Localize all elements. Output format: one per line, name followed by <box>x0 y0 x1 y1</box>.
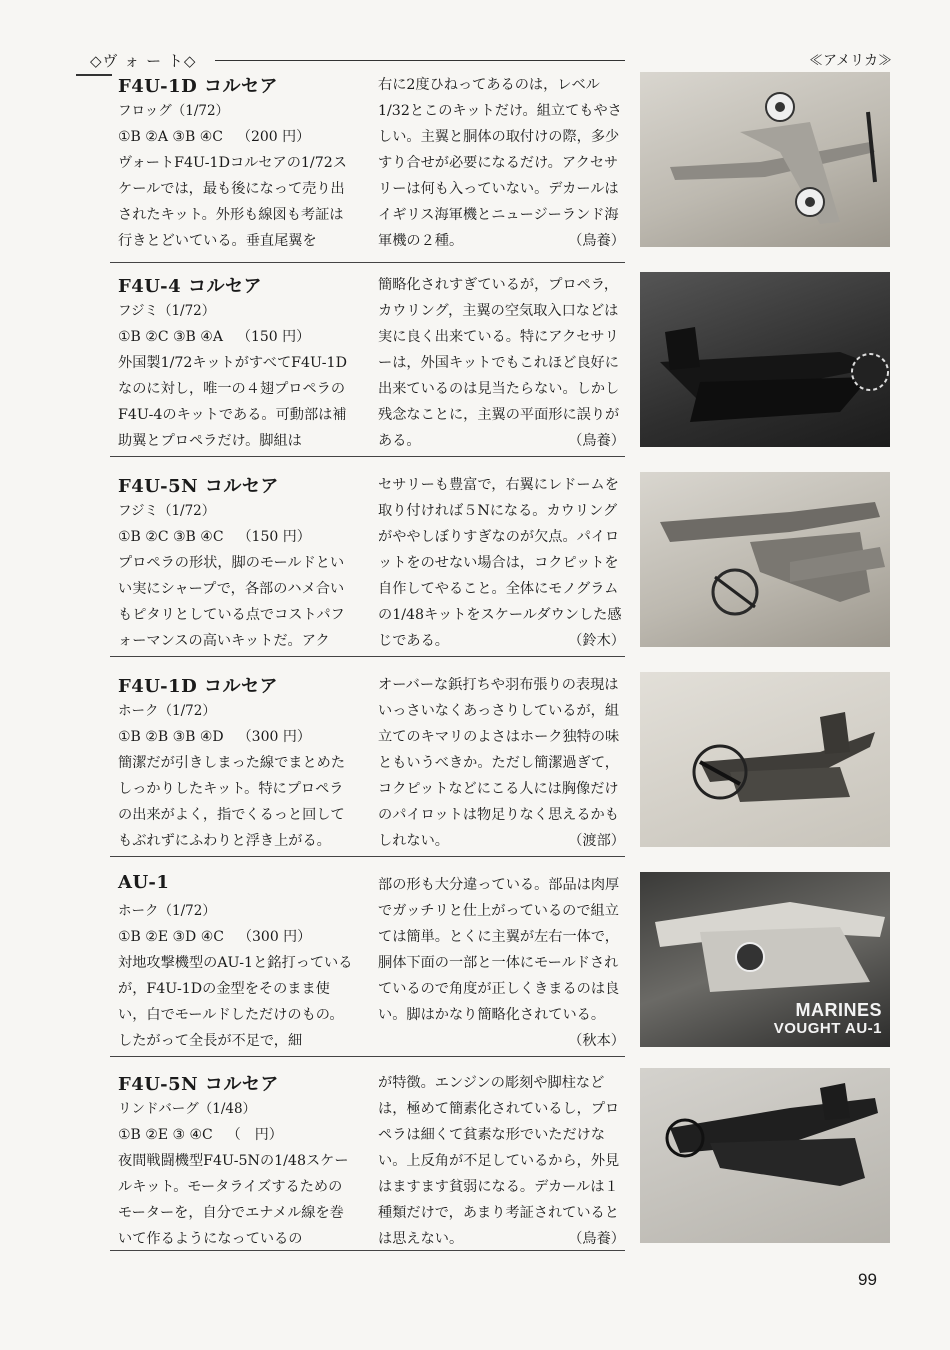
review-rating: ①B ②E ③ ④C （ 円） <box>118 1127 283 1143</box>
review-column-left <box>118 472 354 654</box>
header-dash <box>76 74 112 76</box>
review-column-right <box>378 72 625 254</box>
model-photo <box>640 472 890 647</box>
review-author: （鳥養） <box>568 1231 625 1247</box>
review-section <box>110 72 625 263</box>
review-section <box>110 672 625 857</box>
review-author: （鳥養） <box>568 233 625 249</box>
review-rating: ①B ②E ③D ④C （300 円） <box>118 929 312 945</box>
header-region: ≪アメリカ≫ <box>808 53 892 69</box>
review-maker: ホーク（1/72） <box>118 903 216 919</box>
page-number: 99 <box>858 1270 877 1289</box>
review-text: 対地攻撃機型のAU-1と銘打っているが，F4U-1Dの金型をそのまま使い，白でモールドしただけのもの。したがって全長が不足で，細 <box>118 955 353 1049</box>
review-maker: フロッグ（1/72） <box>118 103 230 119</box>
review-maker: フジミ（1/72） <box>118 303 216 319</box>
review-price: （150 円） <box>237 529 311 545</box>
box-title: MARINES <box>795 1000 882 1020</box>
review-maker: ホーク（1/72） <box>118 703 216 719</box>
review-text: オーバーな鋲打ちや羽布張りの表現はいっさいなくあっさりしているが，組立てのキマリのよさはホーク独特の味ともいうべきか。ただし簡潔過ぎて，コクピットなどにこる人には胸像だけのパイロットは物足りなく思えるかもしれない。 <box>378 677 620 849</box>
review-title: F4U-5N コルセア <box>118 1074 279 1095</box>
review-price: （ 円） <box>226 1127 283 1143</box>
review-column-right <box>378 1070 625 1252</box>
review-price: （200 円） <box>236 129 311 145</box>
review-rating: ①B ②A ③B ④C （200 円） <box>118 129 311 145</box>
review-title: F4U-1D コルセア <box>118 76 279 97</box>
review-author: （鳥養） <box>568 433 625 449</box>
review-section <box>110 872 625 1057</box>
review-column-right <box>378 472 625 654</box>
review-maker: リンドバーグ（1/48） <box>118 1101 257 1117</box>
review-text: 外国製1/72キットがすべてF4U-1Dなのに対し，唯一の４翅プロペラのF4U-4のキットである。可動部は補助翼とプロペラだけ。脚組は <box>118 355 347 449</box>
header-rule <box>215 60 625 61</box>
review-text: 簡潔だが引きしまった線でまとめたしっかりしたキット。特にプロペラの出来がよく，指でくるっと回してもぶれずにふわりと浮き上がる。 <box>118 755 346 849</box>
review-author: （秋本） <box>568 1033 625 1049</box>
review-title: F4U-5N コルセア <box>118 476 279 497</box>
review-text: プロペラの形状，脚のモールドといい実にシャープで，各部のハメ合いもピタリとしている点でコストパフォーマンスの高いキットだ。アク <box>118 555 345 649</box>
review-section <box>110 472 625 657</box>
review-price: （150 円） <box>236 329 311 345</box>
model-box-art <box>640 872 890 1047</box>
review-column-left <box>118 872 354 1054</box>
review-column-right <box>378 672 625 854</box>
review-text: 簡略化されすぎているが，プロペラ，カウリング，主翼の空気取入口などは実に良く出来ている。特にアクセサリーは，外国キットでもこれほど良好に出来ているのは見当たらない。しかし残念なことに，主翼の平面形に誤りがある。 <box>378 277 620 449</box>
model-photo <box>640 72 890 247</box>
review-price: （300 円） <box>238 929 312 945</box>
review-text: 部の形も大分違っている。部品は肉厚でガッチリと仕上がっているので組立ては簡単。とくに主翼が左右一体で，胴体下面の一部と一体にモールドされているので角度が正しくきまるのは良い。脚はかなり簡略化されている。 <box>378 877 620 1023</box>
review-text: ヴォートF4U-1Dコルセアの1/72スケールでは，最も後になって売り出されたキット。外形も線図も考証は行きとどいている。垂直尾翼を <box>118 155 347 249</box>
review-column-left <box>118 72 354 254</box>
review-author: （渡部） <box>568 833 625 849</box>
review-column-right <box>378 872 625 1054</box>
review-text: 右に2度ひねってあるのは，レベル1/32とこのキットだけ。組立てもやさしい。主翼と胴体の取付けの際，多少すり合せが必要になるだけ。アクセサリーは何も入っていない。デカールはイギリス海軍機とニュージーランド海軍機の２種。 <box>378 77 622 249</box>
review-column-right <box>378 272 625 454</box>
review-column-left <box>118 672 354 854</box>
review-section <box>110 1070 625 1251</box>
review-rating: ①B ②C ③B ④C （150 円） <box>118 529 311 545</box>
review-rating: ①B ②C ③B ④A （150 円） <box>118 329 311 345</box>
box-subtitle: VOUGHT AU-1 <box>773 1020 882 1037</box>
review-column-left <box>118 1070 354 1252</box>
model-photo <box>640 272 890 447</box>
model-photo <box>640 672 890 847</box>
review-text: セサリーも豊富で，右翼にレドームを取り付ければ５Nになる。カウリングがややしぼりすぎなのが欠点。パイロットをのせない場合は，コクピットを自作してやること。全体にモノグラムの1/48キットをスケールダウンした感じである。 <box>378 477 622 649</box>
review-title: F4U-1D コルセア <box>118 676 279 697</box>
review-maker: フジミ（1/72） <box>118 503 216 519</box>
review-column-left <box>118 272 354 454</box>
review-price: （300 円） <box>237 729 311 745</box>
review-title: AU-1 <box>118 872 170 893</box>
header-label: ◇ヴ ォ ー ト◇ <box>90 52 197 70</box>
review-title: F4U-4 コルセア <box>118 276 262 297</box>
review-rating: ①B ②B ③B ④D （300 円） <box>118 729 311 745</box>
review-text: が特徴。エンジンの彫刻や脚柱などは，極めて簡素化されているし，プロペラは細くて貧素な形でいただけない。上反角が不足しているから，外見はますます貧弱になる。デカールは１種類だけで，あまり考証されているとは思えない。 <box>378 1075 620 1247</box>
review-text: 夜間戦闘機型F4U-5Nの1/48スケールキット。モータライズするためのモーターを，自分でエナメル線を巻いて作るようになっているの <box>118 1153 349 1247</box>
review-author: （鈴木） <box>568 633 625 649</box>
review-section <box>110 272 625 457</box>
model-photo <box>640 1068 890 1243</box>
